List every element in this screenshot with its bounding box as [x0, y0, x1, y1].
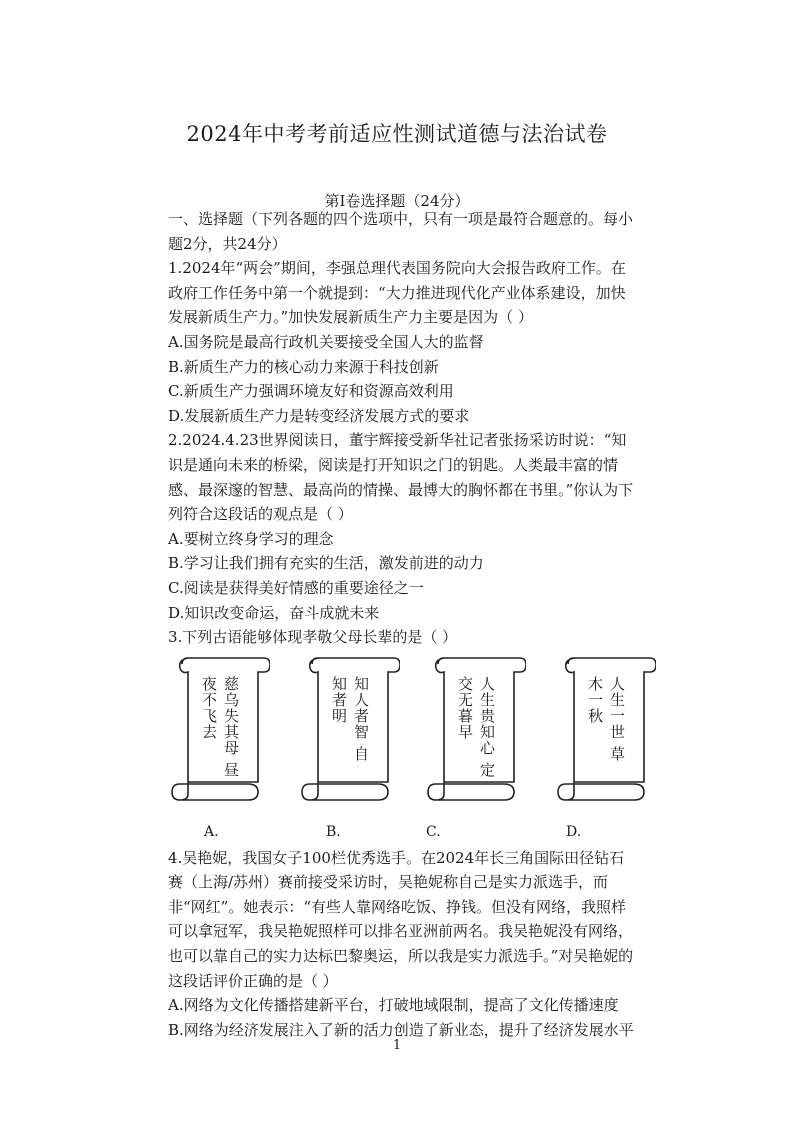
scroll-images	[168, 656, 634, 806]
question-1-stem: 1.2024年“两会”期间，李强总理代表国务院向大会报告政府工作。在政府工作任务中第一个就提到：“大力推进现代化产业体系建设，加快发展新质生产力。”加快发展新质生产力主要是因为（ ）	[168, 259, 626, 327]
scroll-b	[298, 656, 400, 802]
scroll-c-text: 人生贵知心 定交无暮早	[456, 675, 496, 778]
exam-body	[168, 207, 634, 1042]
scroll-label-d: D.	[566, 823, 582, 840]
instruction-text: 一、选择题（下列各题的四个选项中，只有一项是最符合题意的。每小题2分，共24分）	[168, 210, 634, 253]
scroll-labels	[168, 820, 634, 846]
question-4-option-b: B.网络为经济发展注入了新的活力创造了新业态，提升了经济发展水平	[168, 1020, 634, 1039]
question-3-stem: 3.下列古语能够体现孝敬父母长辈的是（ ）	[168, 628, 458, 647]
question-1-option-c: C.新质生产力强调环境友好和资源高效利用	[168, 382, 454, 401]
page-number: 1	[392, 1038, 402, 1053]
scroll-a	[168, 656, 270, 802]
exam-title: 2024年中考考前适应性测试道德与法治试卷	[186, 122, 608, 146]
scroll-label-a: A.	[204, 823, 219, 840]
scroll-b-text: 知人者智 自知者明	[330, 675, 370, 762]
question-2-option-b: B.学习让我们拥有充实的生活，激发前进的动力	[168, 554, 484, 573]
section-title: 第Ⅰ卷选择题（24分）	[324, 192, 470, 210]
question-2-stem: 2.2024.4.23世界阅读日，董宇辉接受新华社记者张扬采访时说：“知识是通向未来的桥梁，阅读是打开知识之门的钥匙。人类最丰富的情感、最深邃的智慧、最高尚的情操、最博大的胸怀都在书里。”你认为下列符合这段话的观点是（ ）	[168, 431, 634, 524]
scroll-c	[424, 656, 526, 802]
question-4-stem: 4.吴艳妮，我国女子100栏优秀选手。在2024年长三角国际田径钻石赛（上海/苏州）赛前接受采访时，吴艳妮称自己是实力派选手，而非“网红”。她表示：“有些人靠网络吃饭、挣钱。但没有网络，我照样可以拿冠军，我吴艳妮照样可以排名亚洲前两名。我吴艳妮没有网络，也可以靠自己的实力达标巴黎奥运，所以我是实力派选手。”对吴艳妮的这段话评价正确的是（ ）	[168, 848, 634, 990]
scroll-d	[554, 656, 656, 802]
scroll-label-c: C.	[426, 823, 441, 840]
question-1-option-d: D.发展新质生产力是转变经济发展方式的要求	[168, 406, 470, 425]
scroll-d-text: 人生一世 草木一秋	[586, 675, 626, 762]
question-2-option-c: C.阅读是获得美好情感的重要途径之一	[168, 578, 424, 597]
question-1-option-a: A.国务院是最高行政机关要接受全国人大的监督	[168, 332, 484, 351]
question-2-option-a: A.要树立终身学习的理念	[168, 529, 334, 548]
question-1-option-b: B.新质生产力的核心动力来源于科技创新	[168, 357, 439, 376]
question-4-option-a: A.网络为文化传播搭建新平台，打破地域限制，提高了文化传播速度	[168, 996, 619, 1015]
scroll-label-b: B.	[326, 823, 341, 840]
scroll-a-text: 慈乌失其母 昼夜不飞去	[200, 675, 240, 778]
question-2-option-d: D.知识改变命运，奋斗成就未来	[168, 603, 380, 622]
